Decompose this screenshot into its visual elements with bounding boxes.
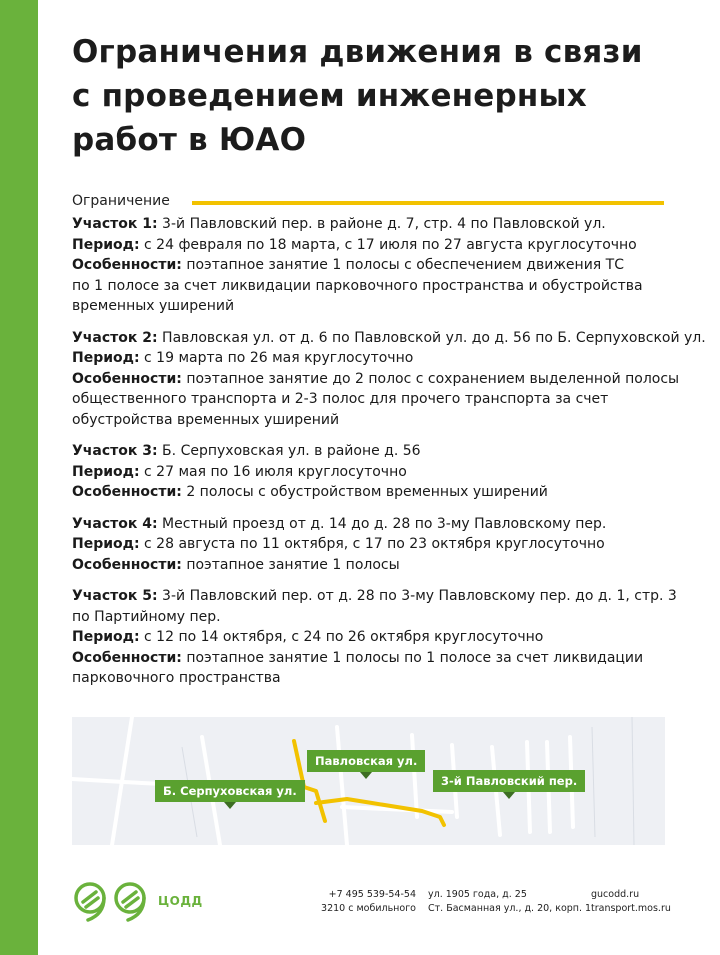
- field-label: Период:: [72, 350, 140, 366]
- field-label: Участок 4:: [72, 515, 158, 532]
- section-line: [72, 369, 692, 390]
- field-label: Период:: [72, 463, 140, 480]
- field-label: Особенности:: [72, 556, 182, 573]
- map-label-third-pavlovsky: [433, 770, 585, 792]
- section-line: [72, 648, 692, 669]
- field-label: Период:: [72, 536, 140, 552]
- phone-number: +7 495 539-54-54: [328, 889, 416, 900]
- field-value: 3-й Павловский пер. в районе д. 7, стр. 4 по Павловской ул.: [157, 216, 606, 232]
- field-label: Особенности:: [72, 649, 182, 666]
- field-value: обустройства временных уширений: [72, 411, 340, 428]
- field-value: с 12 по 14 октября, с 24 по 26 октября круглосуточно: [139, 629, 544, 645]
- contact-phone: [320, 888, 416, 916]
- field-value: поэтапное занятие 1 полосы с обеспечением движения ТС: [181, 257, 624, 273]
- field-value: 2 полосы с обустройством временных уширений: [181, 484, 548, 500]
- address-line-1: ул. 1905 года, д. 25: [428, 889, 527, 900]
- map-pin-pointer: [360, 772, 372, 779]
- restriction-sections: [72, 214, 706, 700]
- section-line: [72, 348, 692, 369]
- restriction-section: [72, 328, 706, 431]
- page-title: [72, 30, 692, 162]
- street-line: [412, 735, 417, 817]
- route-segment-third-pavlovsky: [316, 799, 444, 825]
- website-link[interactable]: transport.mos.ru: [591, 903, 671, 914]
- section-line: [72, 296, 692, 317]
- map-label-pavlovskaya: [307, 750, 425, 772]
- section-line: [72, 235, 692, 256]
- field-label: Особенности:: [72, 370, 182, 387]
- street-line: [337, 727, 347, 845]
- field-value: парковочного пространства: [72, 670, 281, 686]
- section-line: [72, 328, 706, 349]
- title-line-2: с проведением инженерных: [72, 78, 587, 114]
- street-line-thin: [632, 717, 634, 845]
- section-divider: [192, 201, 664, 205]
- field-value: по 1 полосе за счет ликвидации парковочного пространства и обустройства: [72, 277, 643, 294]
- street-line-thin: [592, 727, 595, 837]
- map-label-text: 3-й Павловский пер.: [441, 774, 578, 788]
- map-label-serpukhovskaya: [155, 780, 305, 802]
- section-line: [72, 214, 692, 235]
- field-value: поэтапное занятие до 2 полос с сохранением выделенной полосы: [181, 370, 680, 387]
- phone-mobile: 3210 с мобильного: [321, 903, 416, 914]
- restriction-section: [72, 586, 692, 689]
- field-value: Павловская ул. от д. 6 по Павловской ул. до д. 56 по Б. Серпуховской ул.: [157, 329, 706, 346]
- section-line: [72, 482, 692, 503]
- field-value: по Партийному пер.: [72, 608, 221, 625]
- section-line: [72, 668, 692, 689]
- contact-address: [428, 888, 591, 916]
- field-value: с 24 февраля по 18 марта, с 17 июля по 27 августа круглосуточно: [139, 236, 637, 253]
- section-line: [72, 586, 692, 607]
- field-label: Период:: [72, 236, 140, 253]
- section-line: [72, 410, 692, 431]
- section-line: [72, 555, 692, 576]
- field-value: поэтапное занятие 1 полосы: [181, 556, 400, 573]
- restriction-section: [72, 214, 692, 317]
- section-line: [72, 534, 692, 555]
- field-value: временных уширений: [72, 298, 235, 314]
- map-label-text: Б. Серпуховская ул.: [163, 784, 297, 798]
- field-value: 3-й Павловский пер. от д. 28 по 3-му Павловскому пер. до д. 1, стр. 3: [157, 588, 677, 604]
- field-label: Особенности:: [72, 484, 182, 500]
- section-line: [72, 462, 692, 483]
- address-line-2: Ст. Басманная ул., д. 20, корп. 1: [428, 903, 592, 914]
- map-pin-pointer: [224, 802, 236, 809]
- section-line: [72, 627, 692, 648]
- logo-text: ЦОДД: [158, 894, 203, 908]
- contact-web: [591, 888, 671, 916]
- section-label: Ограничение: [72, 193, 170, 209]
- title-line-1: Ограничения движения в связи: [72, 34, 643, 70]
- field-value: поэтапное занятие 1 полосы по 1 полосе за счет ликвидации: [181, 649, 644, 666]
- field-value: с 19 марта по 26 мая круглосуточно: [139, 350, 414, 366]
- field-label: Участок 3:: [72, 443, 158, 459]
- map-label-text: Павловская ул.: [315, 754, 418, 768]
- section-line: [72, 514, 692, 535]
- left-accent-bar: [0, 0, 38, 955]
- field-label: Особенности:: [72, 257, 182, 273]
- section-line: [72, 255, 692, 276]
- section-line: [72, 607, 692, 628]
- field-label: Период:: [72, 629, 140, 645]
- title-line-3: работ в ЮАО: [72, 122, 307, 158]
- section-line: [72, 276, 692, 297]
- field-label: Участок 2:: [72, 329, 158, 346]
- footer: [0, 880, 720, 940]
- section-line: [72, 441, 692, 462]
- codd-logo-icon: [72, 880, 152, 924]
- field-value: с 28 августа по 11 октября, с 17 по 23 октября круглосуточно: [139, 536, 605, 552]
- field-value: с 27 мая по 16 июля круглосуточно: [139, 463, 407, 480]
- map-pin-pointer: [503, 792, 515, 799]
- field-label: Участок 1:: [72, 216, 158, 232]
- field-value: Б. Серпуховская ул. в районе д. 56: [157, 443, 421, 459]
- route-map: [72, 717, 665, 845]
- website-link[interactable]: gucodd.ru: [591, 889, 640, 900]
- restriction-section: [72, 514, 692, 576]
- field-value: общественного транспорта и 2-3 полос для прочего транспорта за счет: [72, 391, 609, 407]
- codd-logo: [72, 880, 152, 928]
- section-line: [72, 389, 692, 410]
- field-value: Местный проезд от д. 14 до д. 28 по 3-му Павловскому пер.: [157, 515, 607, 532]
- restriction-section: [72, 441, 692, 503]
- field-label: Участок 5:: [72, 588, 158, 604]
